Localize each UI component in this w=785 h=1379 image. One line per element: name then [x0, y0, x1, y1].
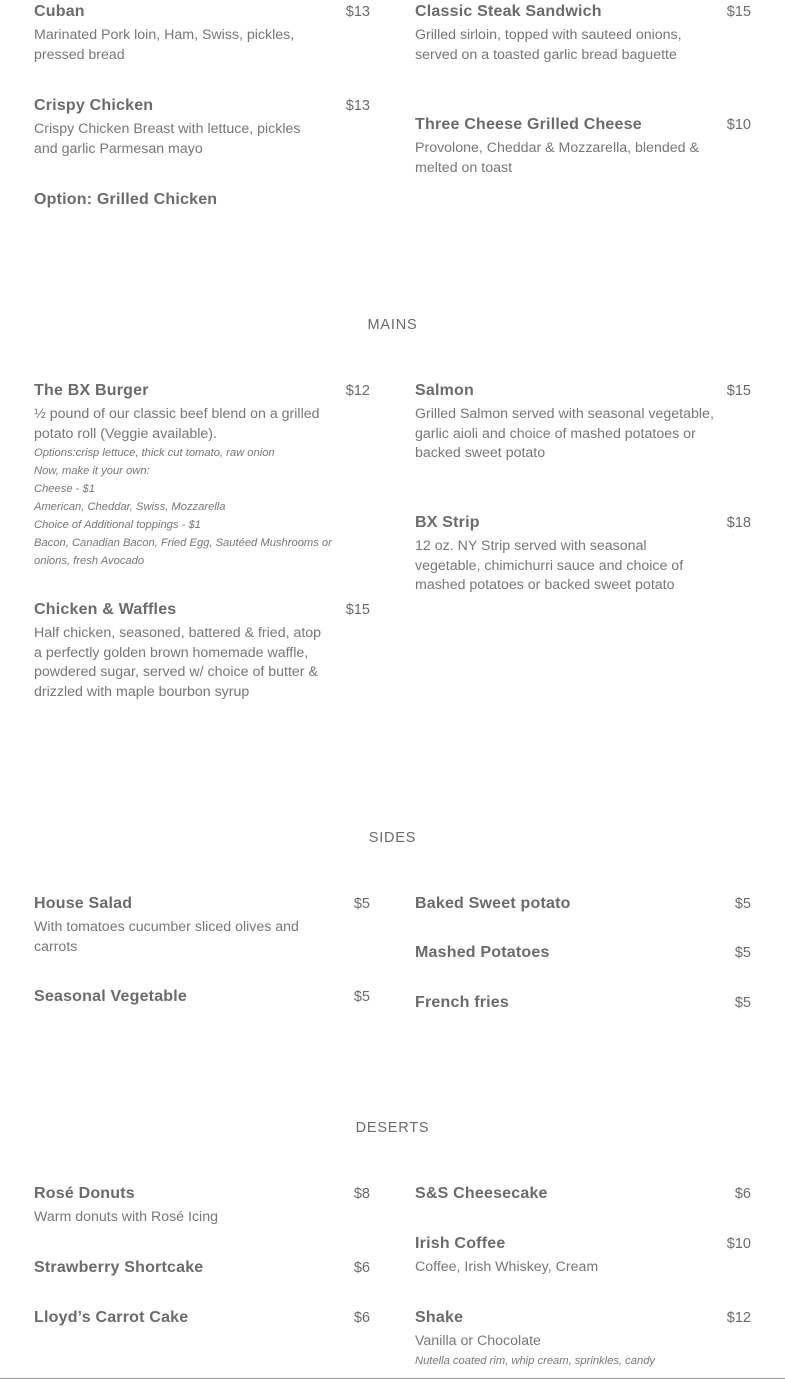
item-note: American, Cheddar, Swiss, Mozzarella — [34, 501, 226, 514]
item-name: Mashed Potatoes — [415, 944, 550, 961]
menu-item — [415, 380, 751, 464]
item-name: Crispy Chicken — [34, 97, 154, 114]
menu-item — [415, 114, 751, 178]
item-description: Grilled Salmon served with seasonal vegetable, garlic aioli and choice of mashed potatoes or backed sweet potato — [415, 406, 714, 462]
item-price: $12 — [345, 383, 370, 399]
menu-item — [415, 893, 751, 915]
item-price: $12 — [726, 1310, 751, 1326]
menu-item — [34, 1, 370, 65]
item-note: Bacon, Canadian Bacon, Fried Egg, Sautéed Mushrooms or onions, fresh Avocado — [34, 537, 332, 568]
item-price: $6 — [734, 1186, 751, 1202]
item-name: Three Cheese Grilled Cheese — [415, 116, 642, 133]
item-name: Rosé Donuts — [34, 1185, 135, 1202]
item-name: Strawberry Shortcake — [34, 1259, 204, 1276]
item-note: Options:crisp lettuce, thick cut tomato, raw onion — [34, 447, 275, 460]
item-description: Marinated Pork loin, Ham, Swiss, pickles, pressed bread — [34, 27, 295, 63]
menu-item — [415, 512, 751, 596]
item-description: Grilled sirloin, topped with sauteed onions, served on a toasted garlic bread baguette — [415, 27, 682, 63]
item-price: $15 — [726, 383, 751, 399]
item-name: Chicken & Waffles — [34, 601, 177, 618]
item-price: $10 — [726, 1236, 751, 1252]
item-price: $6 — [353, 1310, 370, 1326]
item-price: $15 — [726, 4, 751, 20]
item-note: Choice of Additional toppings - $1 — [34, 519, 201, 532]
menu-item — [415, 992, 751, 1014]
item-name: Option: Grilled Chicken — [34, 191, 218, 208]
item-price: $5 — [734, 896, 751, 912]
item-price: $8 — [353, 1186, 370, 1202]
item-price: $13 — [345, 4, 370, 20]
menu-item — [34, 95, 370, 159]
item-name: S&S Cheesecake — [415, 1185, 548, 1202]
item-name: The BX Burger — [34, 382, 149, 399]
menu-item — [415, 942, 751, 964]
item-name: Classic Steak Sandwich — [415, 3, 602, 20]
item-name: House Salad — [34, 895, 133, 912]
section-title-deserts: DESERTS — [355, 1120, 430, 1136]
item-price: $5 — [353, 896, 370, 912]
item-name: Shake — [415, 1309, 464, 1326]
item-name: BX Strip — [415, 514, 480, 531]
item-description: Vanilla or Chocolate — [415, 1333, 541, 1349]
item-description: Half chicken, seasoned, battered & fried, atop a perfectly golden brown homemade waffle, powdered sugar, served w/ choice of butter & drizzled with maple bourbon syrup — [34, 625, 322, 700]
menu-item — [34, 189, 370, 211]
menu-item — [34, 1183, 370, 1228]
item-description: Warm donuts with Rosé Icing — [34, 1209, 218, 1225]
item-name: French fries — [415, 994, 509, 1011]
item-name: Lloyd’s Carrot Cake — [34, 1309, 189, 1326]
item-description: Coffee, Irish Whiskey, Cream — [415, 1259, 599, 1275]
item-name: Salmon — [415, 382, 474, 399]
menu-item — [415, 1, 751, 65]
item-price: $13 — [345, 98, 370, 114]
menu-item — [415, 1233, 751, 1278]
item-description: With tomatoes cucumber sliced olives and carrots — [34, 919, 299, 955]
item-description: Provolone, Cheddar & Mozzarella, blended & melted on toast — [415, 140, 699, 176]
menu-item — [34, 986, 370, 1008]
item-price: $5 — [734, 945, 751, 961]
item-price: $10 — [726, 117, 751, 133]
item-price: $18 — [726, 515, 751, 531]
item-name: Cuban — [34, 3, 85, 20]
item-price: $15 — [345, 602, 370, 618]
item-note: Cheese - $1 — [34, 483, 95, 496]
menu-item — [34, 1257, 370, 1279]
item-price: $6 — [353, 1260, 370, 1276]
item-price: $5 — [734, 995, 751, 1011]
item-note: Nutella coated rim, whip cream, sprinkles, candy — [415, 1354, 656, 1367]
item-name: Seasonal Vegetable — [34, 988, 188, 1005]
item-description: Crispy Chicken Breast with lettuce, pickles and garlic Parmesan mayo — [34, 121, 301, 157]
menu-item — [415, 1183, 751, 1205]
item-price: $5 — [353, 989, 370, 1005]
item-name: Baked Sweet potato — [415, 895, 571, 912]
menu-item — [415, 1307, 751, 1370]
section-title-sides: SIDES — [368, 830, 417, 846]
item-note: Now, make it your own: — [34, 465, 150, 478]
menu-item — [34, 1307, 370, 1329]
item-name: Irish Coffee — [415, 1235, 506, 1252]
item-description: 12 oz. NY Strip served with seasonal vegetable, chimichurri sauce and choice of mashed potatoes or backed sweet potato — [415, 538, 684, 594]
item-description: ½ pound of our classic beef blend on a grilled potato roll (Veggie available). — [34, 406, 320, 442]
menu-item — [34, 380, 370, 570]
menu-item — [34, 599, 370, 702]
menu-item — [34, 893, 370, 957]
section-title-mains: MAINS — [367, 317, 418, 333]
